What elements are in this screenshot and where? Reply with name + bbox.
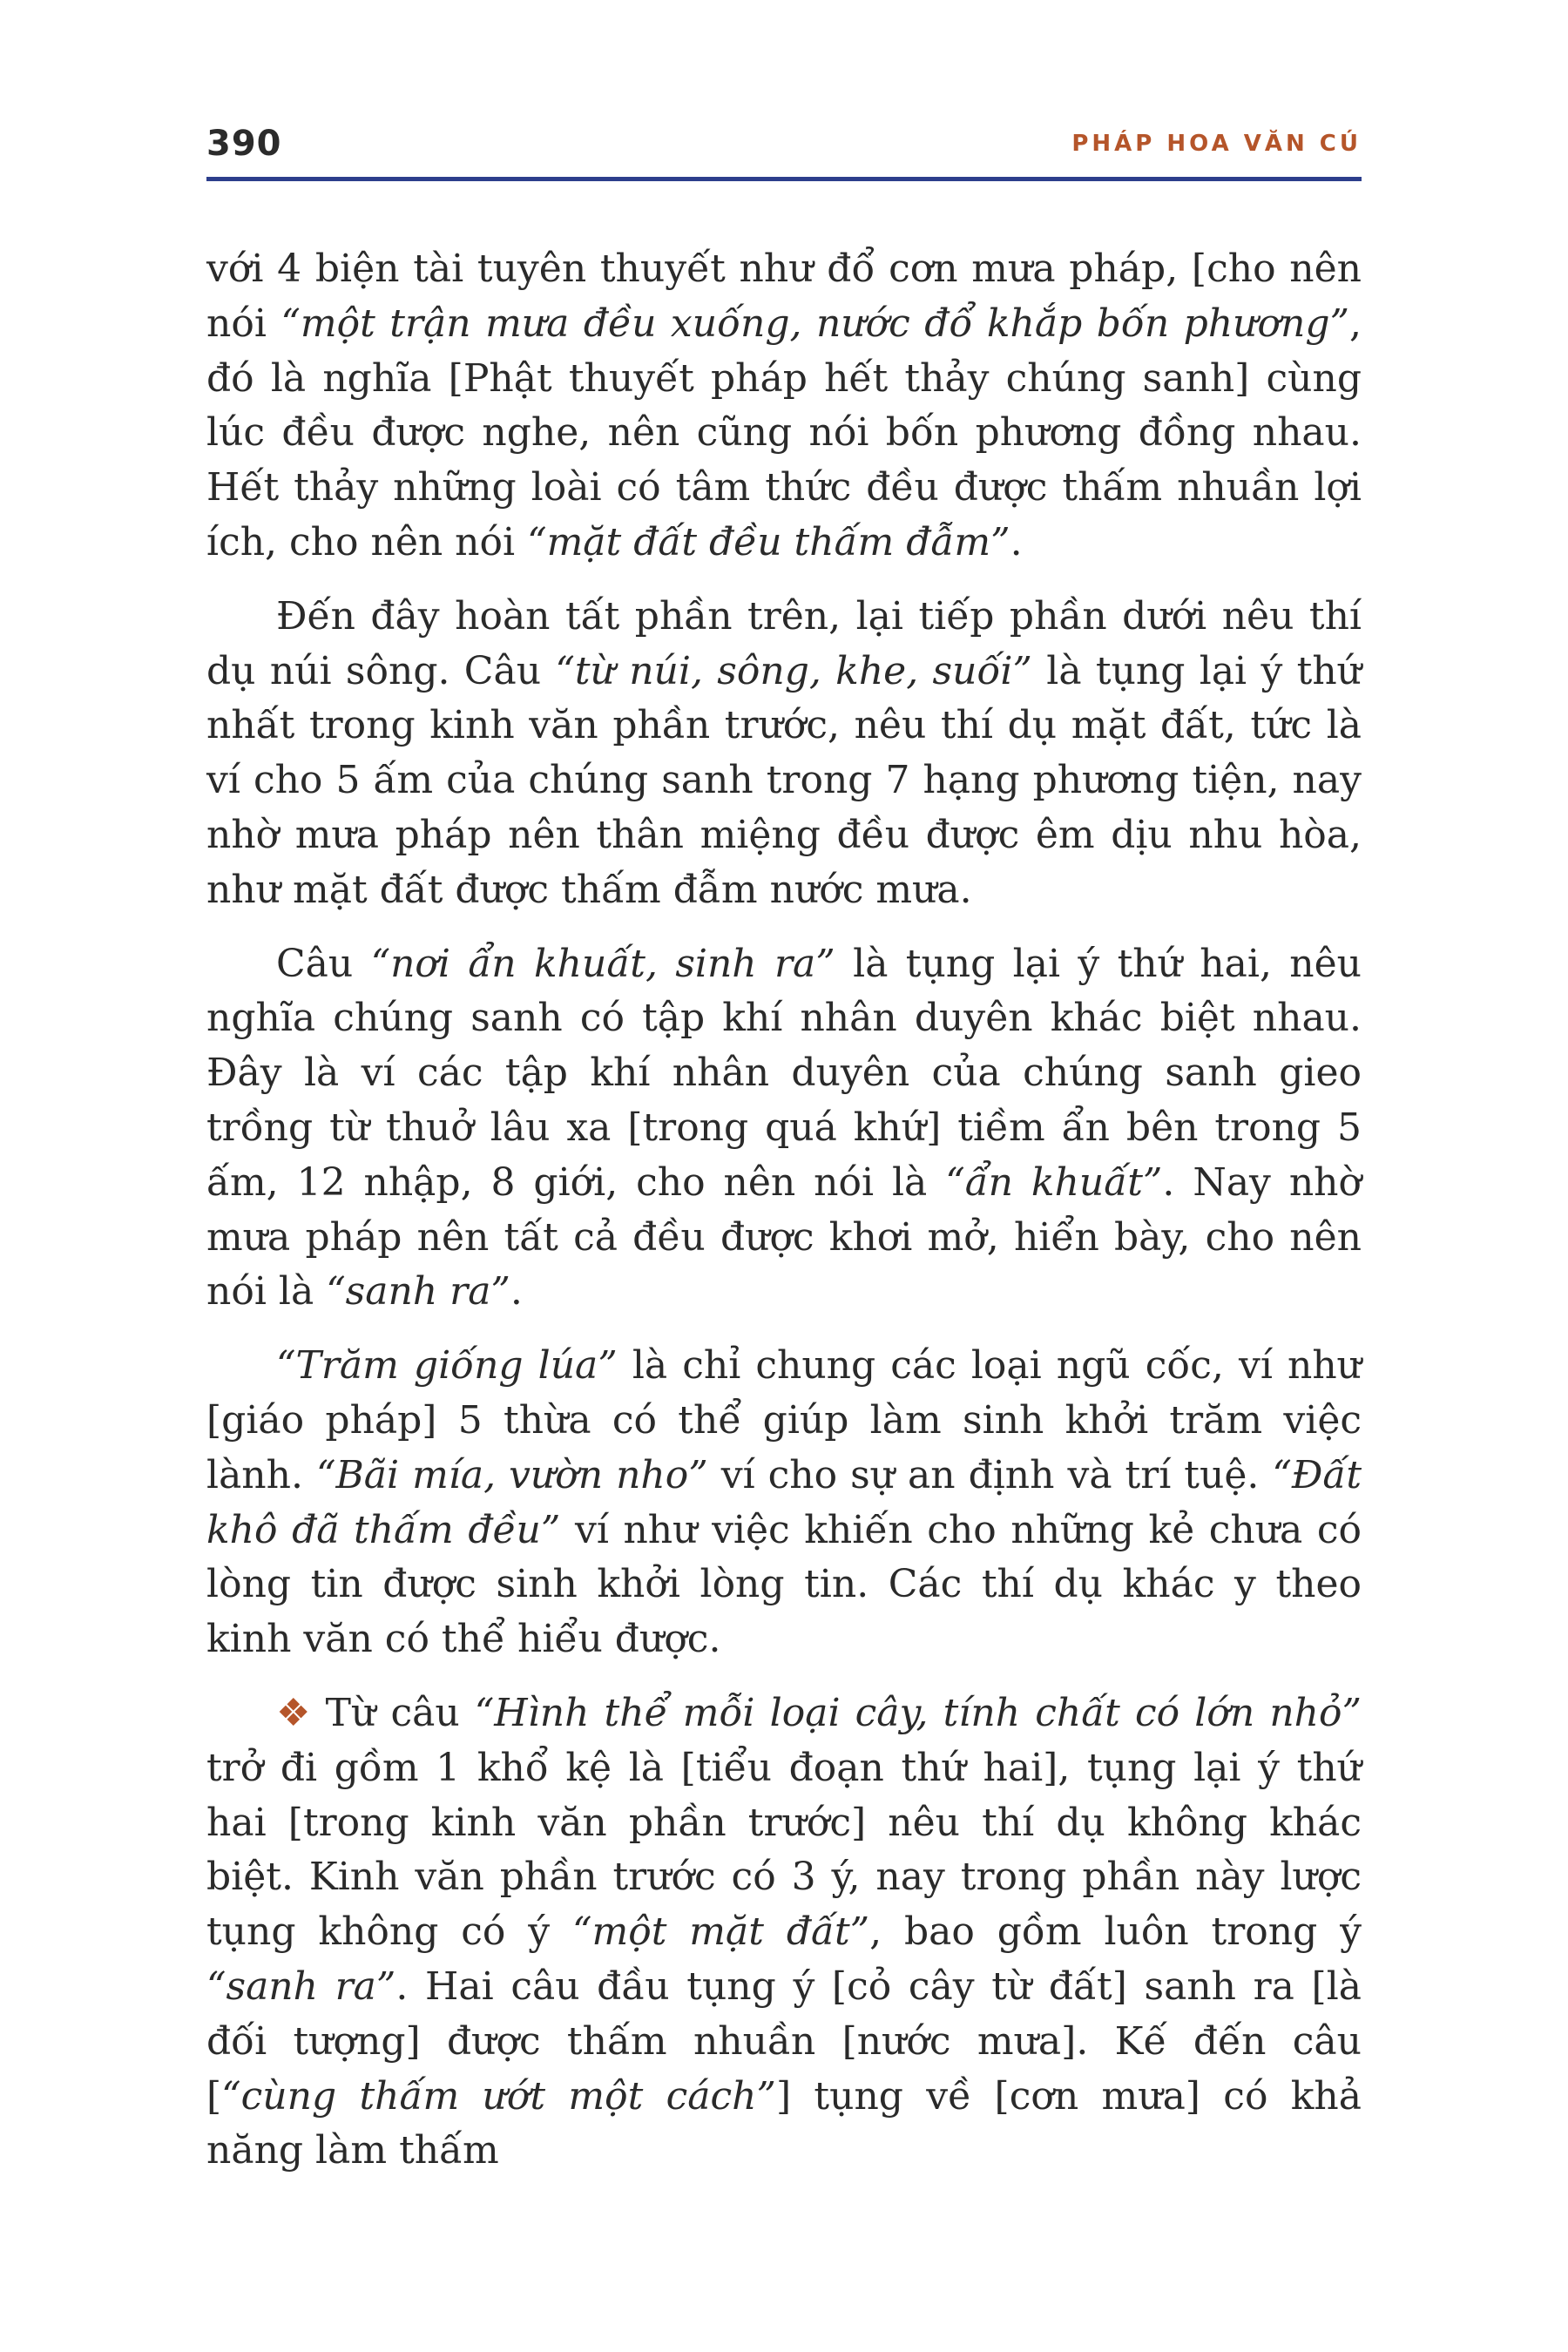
paragraph-4 — [206, 1339, 1362, 1667]
text-span: . Hai câu đầu tụng ý [cỏ cây từ đất] sanh ra [là đối tượng] được thấm nhuần [nước mưa]. Kế đến câu [ — [206, 1963, 1362, 2119]
quote: “từ núi, sông, khe, suối” — [555, 648, 1032, 693]
text-span: . — [1010, 519, 1023, 564]
text-span: ] tụng về [cơn mưa] có khả năng làm thấm — [206, 2073, 1362, 2173]
text-span: ví cho sự an định và trí tuệ. — [707, 1452, 1273, 1497]
paragraph-2 — [206, 590, 1362, 918]
text-span: là tụng lại ý thứ nhất trong kinh văn phần trước, nêu thí dụ mặt đất, tức là ví cho 5 ấm của chúng sanh trong 7 hạng phương tiện, nay nhờ mưa pháp nên thân miệng đều được êm dịu nhu hòa, như mặt đất được thấm đẫm nước mưa. — [206, 648, 1362, 912]
quote: “mặt đất đều thấm đẫm” — [527, 519, 1010, 564]
quote: “cùng thấm ướt một cách” — [221, 2073, 776, 2119]
running-title: PHÁP HOA VĂN CÚ — [1071, 131, 1362, 157]
text-span: Câu — [276, 941, 371, 986]
text-span: với 4 biện tài tuyên thuyết như đổ cơn mưa pháp, [cho nên nói — [206, 247, 1362, 346]
quote: “Bãi mía, vườn nho” — [315, 1452, 708, 1497]
text-span: . Nay nhờ mưa pháp nên tất cả đều được khơi mở, hiển bày, cho nên nói là — [206, 1159, 1362, 1315]
header-rule — [206, 177, 1362, 181]
diamond-bullet-icon: ❖ — [276, 1690, 314, 1735]
page-header — [206, 117, 1362, 176]
text-span: Đến đây hoàn tất phần trên, lại tiếp phần dưới nêu thí dụ núi sông. Câu — [206, 593, 1362, 693]
text-span: Từ câu — [325, 1690, 475, 1735]
quote: “Trăm giống lúa” — [276, 1343, 618, 1389]
quote: “sanh ra” — [326, 1269, 510, 1315]
quote: “Đất khô đã thấm đều” — [206, 1452, 1362, 1552]
quote: “một trận mưa đều xuống, nước đổ khắp bốn phương” — [280, 301, 1350, 346]
paragraph-5 — [206, 1686, 1362, 2179]
text-span: là chỉ chung các loại ngũ cốc, ví như [giáo pháp] 5 thừa có thể giúp làm sinh khởi trăm việc lành. — [206, 1343, 1362, 1497]
body-text — [206, 242, 1362, 2198]
quote: “sanh ra” — [206, 1963, 396, 2009]
page-number: 390 — [206, 124, 282, 164]
quote: “nơi ẩn khuất, sinh ra” — [370, 941, 835, 986]
paragraph-1 — [206, 242, 1362, 571]
text-span: trở đi gồm 1 khổ kệ là [tiểu đoạn thứ hai], tụng lại ý thứ hai [trong kinh văn phần trước] nêu thí dụ không khác biệt. Kinh văn phần trước có 3 ý, nay trong phần này lược tụng không có ý — [206, 1745, 1362, 1955]
quote: “Hình thể mỗi loại cây, tính chất có lớn nhỏ” — [474, 1690, 1362, 1735]
paragraph-3 — [206, 937, 1362, 1321]
text-span: , đó là nghĩa [Phật thuyết pháp hết thảy chúng sanh] cùng lúc đều được nghe, nên cũng nói bốn phương đồng nhau. Hết thảy những loài có tâm thức đều được thấm nhuần lợi ích, cho nên nói — [206, 301, 1362, 564]
quote: “một mặt đất” — [572, 1909, 870, 1955]
text-span: ví như việc khiến cho những kẻ chưa có lòng tin được sinh khởi lòng tin. Các thí dụ khác y theo kinh văn có thể hiểu được. — [206, 1507, 1362, 1662]
quote: “ẩn khuất” — [945, 1159, 1163, 1205]
text-span: . — [510, 1269, 523, 1315]
text-span: , bao gồm luôn trong ý — [869, 1909, 1362, 1955]
text-span: là tụng lại ý thứ hai, nêu nghĩa chúng sanh có tập khí nhân duyên khác biệt nhau. Đây là ví các tập khí nhân duyên của chúng sanh gieo trồng từ thuở lâu xa [trong quá khứ] tiềm ẩn bên trong 5 ấm, 12 nhập, 8 giới, cho nên nói là — [206, 941, 1362, 1205]
